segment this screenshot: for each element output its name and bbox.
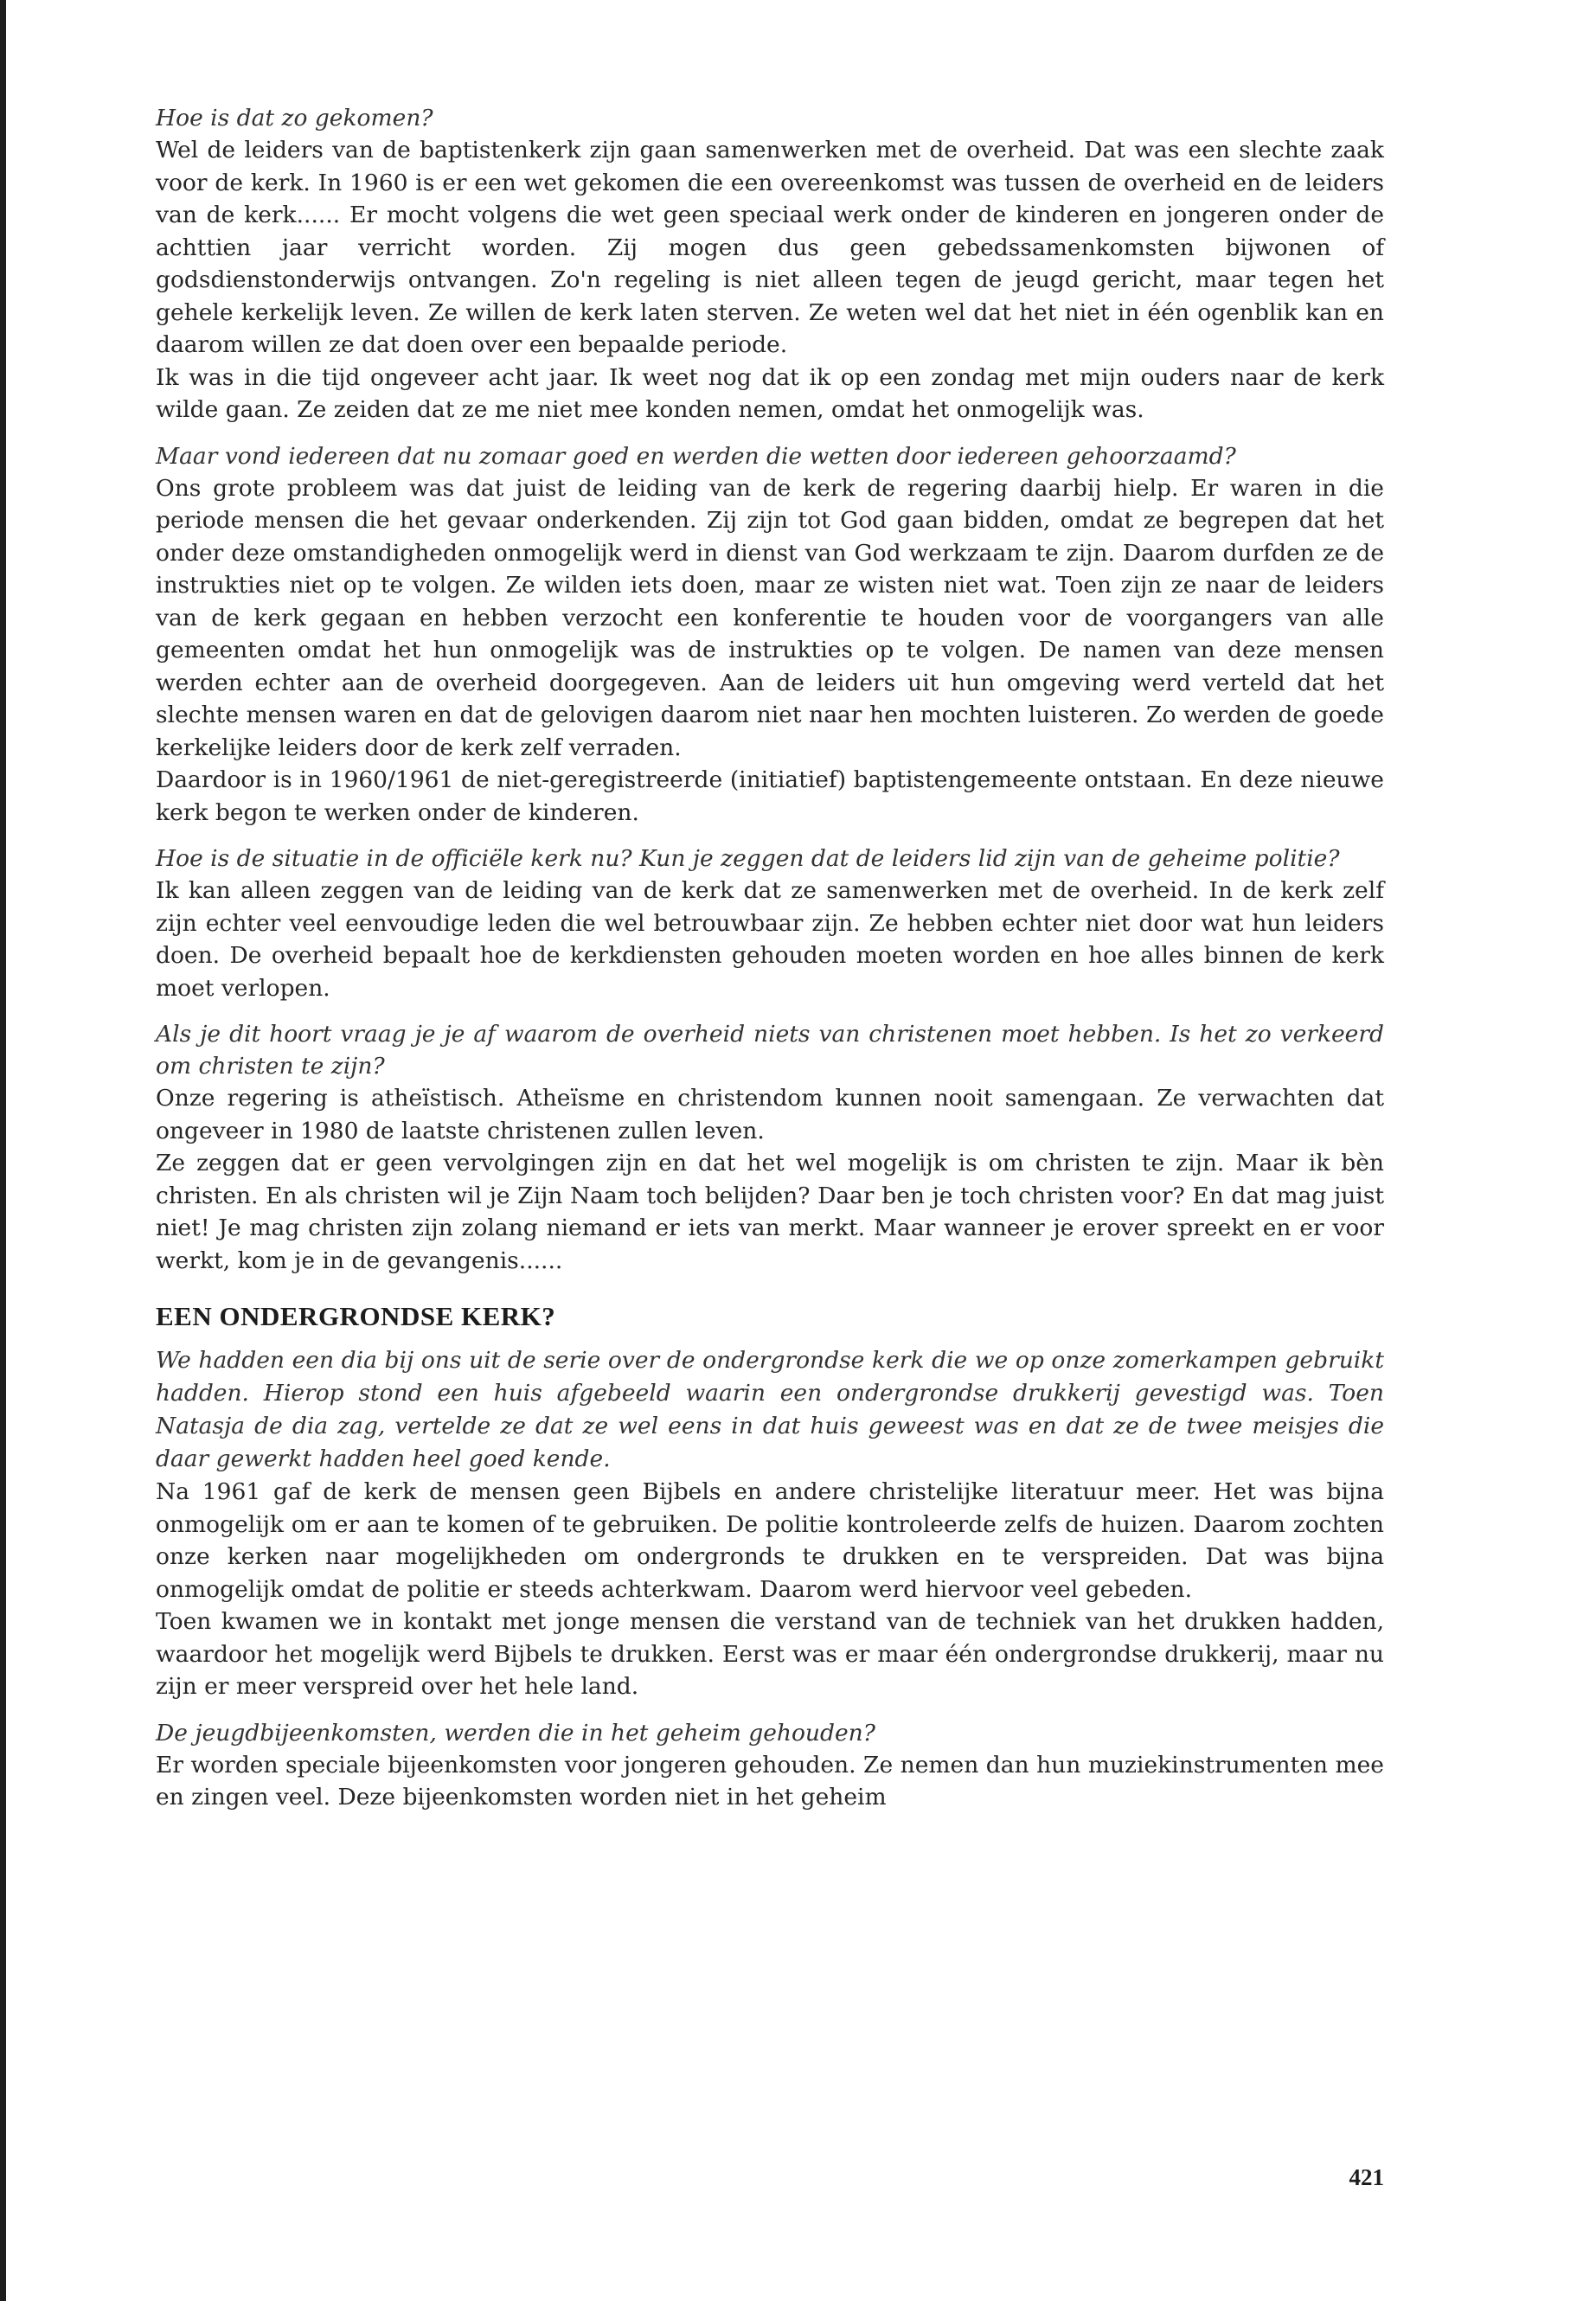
answer-leadership-helped: Ons grote probleem was dat juist de leiding van de kerk de regering daarbij hielp. Er waren in die periode mensen die het gevaar onderkenden. Zij zijn tot God gaan bidden, omdat ze begrepen dat het onder deze omstandigheden onmogelijk werd in dienst van God werkzaam te zijn. Daarom durfden ze de instrukties niet op te volgen. Ze wilden iets doen, maar ze wisten niet wat. Toen zijn ze naar de leiders van de kerk gegaan en hebben verzocht een konferentie te houden voor de voorgangers van alle gemeenten omdat het hun onmogelijk was de instrukties op te volgen. De namen van deze mensen werden echter aan de overheid doorgegeven. Aan de leiders uit hun omgeving werd verteld dat het slechte mensen waren en dat de gelovigen daarom niet naar hen mochten luisteren. Zo werden de goede kerkelijke leiders door de kerk zelf verraden. <box>156 474 1384 761</box>
question-how-did-it-happen: Hoe is dat zo gekomen? <box>156 105 433 131</box>
answer-i-am-christian: Ze zeggen dat er geen vervolgingen zijn en dat het wel mogelijk is om christen te zijn. Maar ik bèn christen. En als christen wil je Zijn Naam toch belijden? Daar ben je toch christen voor? En dat mag juist niet! Je mag christen zijn zolang niemand er iets van merkt. Maar wanneer je erover spreekt en er voor werkt, kom je in de gevangenis...... <box>156 1150 1384 1274</box>
article-column <box>156 102 1384 1814</box>
paragraph-printing: Toen kwamen we in kontakt met jonge mensen die verstand van de techniek van het drukken hadden, waardoor het mogelijk werd Bijbels te drukken. Eerst was er maar één ondergrondse drukkerij, maar nu zijn er meer verspreid over het hele land. <box>156 1608 1384 1700</box>
question-official-church: Hoe is de situatie in de officiële kerk nu? Kun je zeggen dat de leiders lid zijn van de geheime politie? <box>156 845 1340 872</box>
page-number: 421 <box>1349 2164 1384 2190</box>
section-intro: We hadden een dia bij ons uit de serie over de ondergrondse kerk die we op onze zomerkampen gebruikt hadden. Hierop stond een huis afgebeeld waarin een ondergrondse drukkerij gevestigd was. Toen Natasja de dia zag, vertelde ze dat ze wel eens in dat huis geweest was en dat ze de twee meisjes die daar gewerkt hadden heel goed kende. <box>156 1347 1384 1472</box>
answer-unregistered-church: Daardoor is in 1960/1961 de niet-geregistreerde (initiatief) baptistengemeente ontstaan. En deze nieuwe kerk begon te werken onder de kinderen. <box>156 766 1384 826</box>
answer-official-church: Ik kan alleen zeggen van de leiding van de kerk dat ze samenwerken met de overheid. In de kerk zelf zijn echter veel eenvoudige leden die wel betrouwbaar zijn. Ze hebben echter niet door wat hun leiders doen. De overheid bepaalt hoe de kerkdiensten gehouden moeten worden en hoe alles binnen de kerk moet verlopen. <box>156 877 1384 1002</box>
paragraph-after-1961: Na 1961 gaf de kerk de mensen geen Bijbels en andere christelijke literatuur meer. Het was bijna onmogelijk om er aan te komen of te gebruiken. De politie kontroleerde zelfs de huizen. Daarom zochten onze kerken naar mogelijkheden om ondergronds te drukken en te verspreiden. Dat was bijna onmogelijk omdat de politie er steeds achterkwam. Daarom werd hiervoor veel gebeden. <box>156 1478 1384 1603</box>
question-youth-meetings: De jeugdbijeenkomsten, werden die in het geheim gehouden? <box>156 1719 875 1747</box>
section-heading: EEN ONDERGRONDSE KERK? <box>156 1301 556 1331</box>
answer-youth-meetings: Er worden speciale bijeenkomsten voor jongeren gehouden. Ze nemen dan hun muziekinstrumenten mee en zingen veel. Deze bijeenkomsten worden niet in het geheim <box>156 1751 1384 1811</box>
answer-eight-years-old: Ik was in die tijd ongeveer acht jaar. Ik weet nog dat ik op een zondag met mijn ouders naar de kerk wilde gaan. Ze zeiden dat ze me niet mee konden nemen, omdat het onmogelijk was. <box>156 363 1384 423</box>
answer-leaders-cooperate: Wel de leiders van de baptistenkerk zijn gaan samenwerken met de overheid. Dat was een slechte zaak voor de kerk. In 1960 is er een wet gekomen die een overeenkomst was tussen de overheid en de leiders van de kerk...... Er mocht volgens die wet geen speciaal werk onder de kinderen en jongeren onder de achttien jaar verricht worden. Zij mogen dus geen gebedssamenkomsten bijwonen of godsdienstonderwijs ontvangen. Zo'n regeling is niet alleen tegen de jeugd gericht, maar tegen het gehele kerkelijk leven. Ze willen de kerk laten sterven. Ze weten wel dat het niet in één ogenblik kan en daarom willen ze dat doen over een bepaalde periode. <box>156 137 1384 358</box>
question-is-it-wrong: Als je dit hoort vraag je je af waarom de overheid niets van christenen moet hebben. Is het zo verkeerd om christen te zijn? <box>156 1021 1384 1080</box>
answer-atheist-government: Onze regering is atheïstisch. Atheïsme en christendom kunnen nooit samengaan. Ze verwachten dat ongeveer in 1980 de laatste christenen zullen leven. <box>156 1085 1384 1144</box>
page-binding-edge <box>0 0 6 2301</box>
question-everyone-obeyed: Maar vond iedereen dat nu zomaar goed en werden die wetten door iedereen gehoorzaamd? <box>156 442 1236 470</box>
